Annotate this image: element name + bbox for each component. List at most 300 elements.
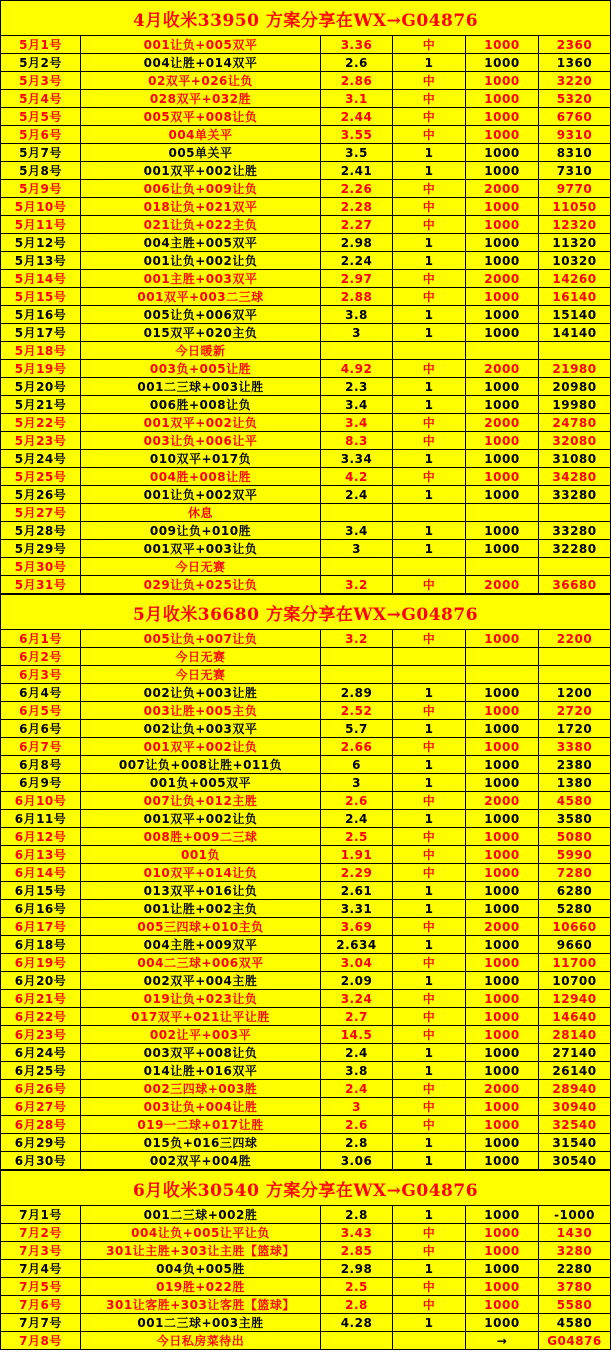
result-cell: 1 (393, 720, 466, 738)
pick-cell: 007让负+012主胜 (81, 792, 321, 810)
pick-cell: 004主胜+005双平 (81, 234, 321, 252)
odds-cell: 2.3 (321, 378, 393, 396)
date-cell: 7月7号 (1, 1314, 81, 1332)
table-row (0, 396, 611, 414)
table-row (0, 1242, 611, 1260)
stake-cell: 1000 (466, 234, 539, 252)
table-row (0, 828, 611, 846)
table-row (0, 1314, 611, 1332)
date-cell: 6月5号 (1, 702, 81, 720)
stake-cell: 1000 (466, 1242, 539, 1260)
date-cell: 6月16号 (1, 900, 81, 918)
odds-cell: 2.8 (321, 1206, 393, 1224)
date-cell: 6月1号 (1, 630, 81, 648)
pick-cell: 001让负+002双平 (81, 486, 321, 504)
result-cell: 中 (393, 990, 466, 1008)
pick-cell: 003让负+004让胜 (81, 1098, 321, 1116)
odds-cell: 2.5 (321, 1278, 393, 1296)
result-cell: 中 (393, 864, 466, 882)
odds-cell: 2.52 (321, 702, 393, 720)
date-cell: 6月7号 (1, 738, 81, 756)
table-row (0, 360, 611, 378)
result-cell: 1 (393, 972, 466, 990)
balance-cell: 11050 (539, 198, 610, 216)
table-row (0, 54, 611, 72)
table-row (0, 846, 611, 864)
balance-cell: 28140 (539, 1026, 610, 1044)
pick-cell: 001双平+002让胜 (81, 162, 321, 180)
odds-cell: 6 (321, 756, 393, 774)
pick-cell: 015负+016三四球 (81, 1134, 321, 1152)
pick-cell: 005三四球+010主负 (81, 918, 321, 936)
date-cell: 5月3号 (1, 72, 81, 90)
pick-cell: 001让胜+002主负 (81, 900, 321, 918)
pick-cell: 019让负+023让负 (81, 990, 321, 1008)
stake-cell (466, 342, 539, 360)
balance-cell: 32280 (539, 540, 610, 558)
date-cell: 6月18号 (1, 936, 81, 954)
table-row (0, 234, 611, 252)
odds-cell: 3.2 (321, 576, 393, 594)
result-cell: 1 (393, 162, 466, 180)
result-cell: 1 (393, 1206, 466, 1224)
result-cell: 1 (393, 486, 466, 504)
result-cell: 1 (393, 1314, 466, 1332)
table-row (0, 1008, 611, 1026)
balance-cell: 3580 (539, 810, 610, 828)
table-row (0, 72, 611, 90)
odds-cell: 3 (321, 1098, 393, 1116)
result-cell: 中 (393, 414, 466, 432)
date-cell: 5月17号 (1, 324, 81, 342)
table-row (0, 990, 611, 1008)
odds-cell: 1.91 (321, 846, 393, 864)
stake-cell: 1000 (466, 990, 539, 1008)
table-row (0, 1260, 611, 1278)
date-cell: 5月1号 (1, 36, 81, 54)
odds-cell (321, 666, 393, 684)
odds-cell: 4.2 (321, 468, 393, 486)
stake-cell: 1000 (466, 198, 539, 216)
stake-cell: 1000 (466, 216, 539, 234)
result-cell: 1 (393, 234, 466, 252)
balance-cell: 9770 (539, 180, 610, 198)
table-row (0, 702, 611, 720)
stake-cell: → (466, 1332, 539, 1350)
date-cell: 5月13号 (1, 252, 81, 270)
odds-cell: 2.4 (321, 1044, 393, 1062)
result-cell: 1 (393, 1044, 466, 1062)
balance-cell: 4580 (539, 1314, 610, 1332)
balance-cell: 1720 (539, 720, 610, 738)
result-cell: 1 (393, 900, 466, 918)
pick-cell: 001主胜+003双平 (81, 270, 321, 288)
balance-cell: 30940 (539, 1098, 610, 1116)
stake-cell: 1000 (466, 252, 539, 270)
pick-cell: 010双平+017负 (81, 450, 321, 468)
result-cell: 中 (393, 918, 466, 936)
odds-cell: 3.4 (321, 522, 393, 540)
odds-cell: 14.5 (321, 1026, 393, 1044)
result-cell: 中 (393, 792, 466, 810)
result-cell: 1 (393, 756, 466, 774)
balance-cell: 3280 (539, 1242, 610, 1260)
pick-cell: 004二三球+006双平 (81, 954, 321, 972)
balance-cell: 10320 (539, 252, 610, 270)
date-cell: 5月7号 (1, 144, 81, 162)
table-row (0, 792, 611, 810)
result-cell: 1 (393, 144, 466, 162)
odds-cell: 2.09 (321, 972, 393, 990)
stake-cell (466, 504, 539, 522)
odds-cell (321, 504, 393, 522)
stake-cell: 1000 (466, 774, 539, 792)
result-cell: 中 (393, 954, 466, 972)
stake-cell: 1000 (466, 630, 539, 648)
pick-cell: 005双平+008让负 (81, 108, 321, 126)
balance-cell: 7310 (539, 162, 610, 180)
balance-cell: 1430 (539, 1224, 610, 1242)
pick-cell: 009让负+010胜 (81, 522, 321, 540)
balance-cell: 6280 (539, 882, 610, 900)
date-cell: 5月29号 (1, 540, 81, 558)
table-row (0, 1332, 611, 1350)
table-row (0, 504, 611, 522)
odds-cell: 2.29 (321, 864, 393, 882)
result-cell (393, 504, 466, 522)
pick-cell: 001双平+002让负 (81, 738, 321, 756)
date-cell: 6月25号 (1, 1062, 81, 1080)
table-row (0, 486, 611, 504)
result-cell: 中 (393, 828, 466, 846)
odds-cell: 3.5 (321, 144, 393, 162)
stake-cell: 1000 (466, 36, 539, 54)
pick-cell: 004胜+008让胜 (81, 468, 321, 486)
result-cell: 1 (393, 882, 466, 900)
date-cell: 5月27号 (1, 504, 81, 522)
balance-cell: 14260 (539, 270, 610, 288)
result-cell: 1 (393, 774, 466, 792)
balance-cell: 31540 (539, 1134, 610, 1152)
result-cell (393, 648, 466, 666)
stake-cell: 1000 (466, 1098, 539, 1116)
date-cell: 6月15号 (1, 882, 81, 900)
pick-cell: 001双平+003让负 (81, 540, 321, 558)
pick-cell: 001让负+005双平 (81, 36, 321, 54)
odds-cell: 2.98 (321, 234, 393, 252)
result-cell: 1 (393, 324, 466, 342)
date-cell: 7月5号 (1, 1278, 81, 1296)
date-cell: 6月27号 (1, 1098, 81, 1116)
pick-cell: 301让主胜+303让主胜【篮球】 (81, 1242, 321, 1260)
table-row (0, 144, 611, 162)
result-cell: 中 (393, 288, 466, 306)
date-cell: 5月30号 (1, 558, 81, 576)
stake-cell: 2000 (466, 360, 539, 378)
stake-cell: 1000 (466, 738, 539, 756)
balance-cell: 1200 (539, 684, 610, 702)
table-row (0, 648, 611, 666)
stake-cell: 2000 (466, 270, 539, 288)
result-cell: 中 (393, 126, 466, 144)
date-cell: 5月4号 (1, 90, 81, 108)
table-row (0, 882, 611, 900)
odds-cell: 2.98 (321, 1260, 393, 1278)
odds-cell: 2.61 (321, 882, 393, 900)
balance-cell: 21980 (539, 360, 610, 378)
odds-cell: 2.88 (321, 288, 393, 306)
date-cell: 7月6号 (1, 1296, 81, 1314)
odds-cell: 2.8 (321, 1134, 393, 1152)
odds-cell: 3.8 (321, 306, 393, 324)
date-cell: 6月14号 (1, 864, 81, 882)
pick-cell: 002三四球+003胜 (81, 1080, 321, 1098)
stake-cell: 1000 (466, 72, 539, 90)
table-row (0, 324, 611, 342)
pick-cell: 02双平+026让负 (81, 72, 321, 90)
result-cell: 中 (393, 1098, 466, 1116)
date-cell: 6月17号 (1, 918, 81, 936)
stake-cell: 1000 (466, 1260, 539, 1278)
result-cell: 1 (393, 252, 466, 270)
result-cell: 1 (393, 810, 466, 828)
pick-cell: 005让负+007让负 (81, 630, 321, 648)
result-cell: 中 (393, 36, 466, 54)
table-row (0, 774, 611, 792)
result-cell: 1 (393, 1134, 466, 1152)
pick-cell: 001二三球+003主胜 (81, 1314, 321, 1332)
stake-cell: 1000 (466, 864, 539, 882)
date-cell: 5月23号 (1, 432, 81, 450)
pick-cell: 003让负+006让平 (81, 432, 321, 450)
stake-cell: 1000 (466, 900, 539, 918)
table-row (0, 162, 611, 180)
balance-cell: 5990 (539, 846, 610, 864)
table-row (0, 1224, 611, 1242)
balance-cell: 15140 (539, 306, 610, 324)
pick-cell: 018让负+021双平 (81, 198, 321, 216)
stake-cell: 1000 (466, 1008, 539, 1026)
date-cell: 5月21号 (1, 396, 81, 414)
balance-cell: 7280 (539, 864, 610, 882)
balance-cell: 1360 (539, 54, 610, 72)
stake-cell: 1000 (466, 432, 539, 450)
table-row (0, 270, 611, 288)
pick-cell: 今日无赛 (81, 666, 321, 684)
odds-cell (321, 648, 393, 666)
odds-cell: 3.2 (321, 630, 393, 648)
date-cell: 6月3号 (1, 666, 81, 684)
table-row (0, 108, 611, 126)
date-cell: 6月29号 (1, 1134, 81, 1152)
table-row (0, 522, 611, 540)
table-row (0, 1080, 611, 1098)
odds-cell: 2.97 (321, 270, 393, 288)
pick-cell: 003双平+008让负 (81, 1044, 321, 1062)
result-cell (393, 1332, 466, 1350)
date-cell: 5月25号 (1, 468, 81, 486)
balance-cell: 2360 (539, 36, 610, 54)
result-cell: 中 (393, 1080, 466, 1098)
balance-cell: 4580 (539, 792, 610, 810)
balance-cell: 3380 (539, 738, 610, 756)
odds-cell: 2.8 (321, 1296, 393, 1314)
table-row (0, 738, 611, 756)
balance-cell: 32080 (539, 432, 610, 450)
table-row (0, 288, 611, 306)
date-cell: 7月4号 (1, 1260, 81, 1278)
stake-cell: 1000 (466, 810, 539, 828)
date-cell: 6月12号 (1, 828, 81, 846)
odds-cell: 2.634 (321, 936, 393, 954)
balance-cell: 14640 (539, 1008, 610, 1026)
odds-cell: 2.6 (321, 54, 393, 72)
date-cell: 5月28号 (1, 522, 81, 540)
pick-cell: 今日暖新 (81, 342, 321, 360)
balance-cell: 5280 (539, 900, 610, 918)
result-cell: 1 (393, 396, 466, 414)
pick-cell: 今日私房菜待出 (81, 1332, 321, 1350)
pick-cell: 017双平+021让平让胜 (81, 1008, 321, 1026)
stake-cell: 1000 (466, 162, 539, 180)
table-row (0, 918, 611, 936)
date-cell: 5月8号 (1, 162, 81, 180)
section-header: 5月收米36680 方案分享在WX→G04876 (0, 594, 611, 630)
pick-cell: 019胜+022胜 (81, 1278, 321, 1296)
date-cell: 5月9号 (1, 180, 81, 198)
odds-cell: 2.66 (321, 738, 393, 756)
result-cell (393, 342, 466, 360)
pick-cell: 004单关平 (81, 126, 321, 144)
pick-cell: 021让负+022主负 (81, 216, 321, 234)
pick-cell: 008胜+009二三球 (81, 828, 321, 846)
stake-cell: 1000 (466, 540, 539, 558)
result-cell: 1 (393, 936, 466, 954)
stake-cell: 1000 (466, 1026, 539, 1044)
stake-cell: 1000 (466, 936, 539, 954)
odds-cell: 3.43 (321, 1224, 393, 1242)
balance-cell: 5080 (539, 828, 610, 846)
odds-cell: 2.7 (321, 1008, 393, 1026)
result-cell: 中 (393, 198, 466, 216)
pick-cell: 004让胜+014双平 (81, 54, 321, 72)
balance-cell: 33280 (539, 522, 610, 540)
date-cell: 7月1号 (1, 1206, 81, 1224)
pick-cell: 007让负+008让胜+011负 (81, 756, 321, 774)
result-cell: 中 (393, 1296, 466, 1314)
table-row (0, 450, 611, 468)
balance-cell: 14140 (539, 324, 610, 342)
table-row (0, 558, 611, 576)
table-row (0, 1296, 611, 1314)
result-cell: 1 (393, 1062, 466, 1080)
result-cell: 中 (393, 702, 466, 720)
odds-cell: 2.4 (321, 810, 393, 828)
pick-cell: 005让负+006双平 (81, 306, 321, 324)
date-cell: 5月2号 (1, 54, 81, 72)
pick-cell: 006让负+009让负 (81, 180, 321, 198)
section-header: 4月收米33950 方案分享在WX→G04876 (0, 0, 611, 36)
date-cell: 5月22号 (1, 414, 81, 432)
odds-cell: 3.4 (321, 414, 393, 432)
balance-cell: 16140 (539, 288, 610, 306)
odds-cell: 3 (321, 540, 393, 558)
balance-cell (539, 666, 610, 684)
balance-cell (539, 504, 610, 522)
date-cell: 6月26号 (1, 1080, 81, 1098)
balance-cell: G04876 (539, 1332, 610, 1350)
pick-cell: 001双平+002让负 (81, 810, 321, 828)
date-cell: 5月24号 (1, 450, 81, 468)
odds-cell: 2.89 (321, 684, 393, 702)
result-cell: 中 (393, 846, 466, 864)
odds-cell: 2.6 (321, 792, 393, 810)
table-row (0, 666, 611, 684)
odds-cell: 3.1 (321, 90, 393, 108)
result-cell: 中 (393, 108, 466, 126)
table-row (0, 126, 611, 144)
result-cell: 中 (393, 72, 466, 90)
date-cell: 6月9号 (1, 774, 81, 792)
balance-cell: 11320 (539, 234, 610, 252)
pick-cell: 002双平+004胜 (81, 1152, 321, 1170)
result-cell: 中 (393, 630, 466, 648)
stake-cell: 1000 (466, 684, 539, 702)
stake-cell: 1000 (466, 972, 539, 990)
odds-cell: 3.55 (321, 126, 393, 144)
table-row (0, 468, 611, 486)
odds-cell: 3.06 (321, 1152, 393, 1170)
pick-cell: 003负+005让胜 (81, 360, 321, 378)
result-cell: 中 (393, 468, 466, 486)
odds-cell: 3.4 (321, 396, 393, 414)
date-cell: 6月4号 (1, 684, 81, 702)
result-cell: 中 (393, 1116, 466, 1134)
table-row (0, 90, 611, 108)
stake-cell: 1000 (466, 846, 539, 864)
pick-cell: 004负+005胜 (81, 1260, 321, 1278)
balance-cell (539, 648, 610, 666)
odds-cell: 5.7 (321, 720, 393, 738)
odds-cell: 3.31 (321, 900, 393, 918)
date-cell: 6月13号 (1, 846, 81, 864)
date-cell: 5月6号 (1, 126, 81, 144)
balance-cell: 33280 (539, 486, 610, 504)
balance-cell: 20980 (539, 378, 610, 396)
balance-cell: 2200 (539, 630, 610, 648)
pick-cell: 010双平+014让负 (81, 864, 321, 882)
balance-cell: 5320 (539, 90, 610, 108)
table-row (0, 684, 611, 702)
odds-cell: 3.36 (321, 36, 393, 54)
result-cell: 中 (393, 1242, 466, 1260)
date-cell: 5月11号 (1, 216, 81, 234)
odds-cell: 8.3 (321, 432, 393, 450)
balance-cell: 3220 (539, 72, 610, 90)
balance-cell: 10660 (539, 918, 610, 936)
stake-cell: 1000 (466, 1134, 539, 1152)
stake-cell: 1000 (466, 1116, 539, 1134)
table-row (0, 216, 611, 234)
odds-cell: 2.28 (321, 198, 393, 216)
stake-cell: 1000 (466, 828, 539, 846)
balance-cell: 31080 (539, 450, 610, 468)
result-cell: 中 (393, 270, 466, 288)
odds-cell: 2.6 (321, 1116, 393, 1134)
odds-cell: 3.34 (321, 450, 393, 468)
balance-cell: 1380 (539, 774, 610, 792)
pick-cell: 015双平+020主负 (81, 324, 321, 342)
